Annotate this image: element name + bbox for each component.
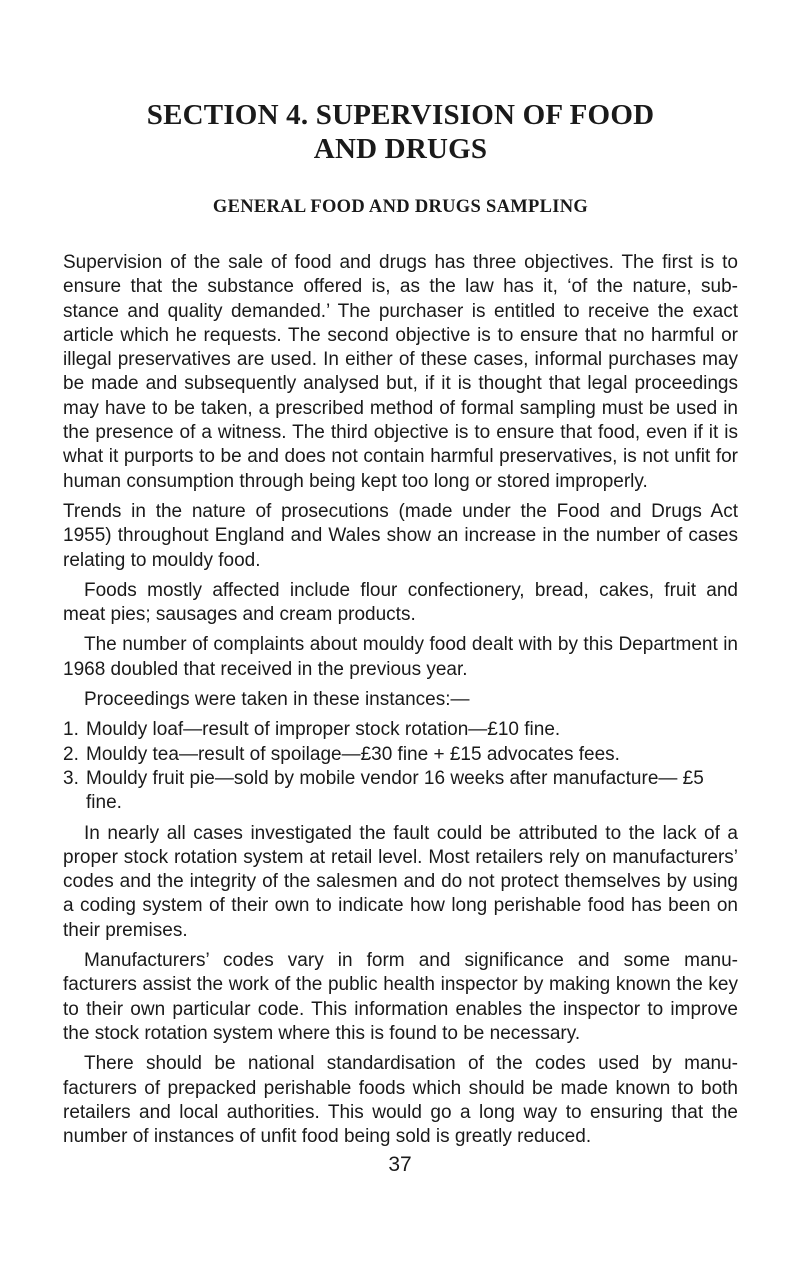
list-item-number: 1. <box>63 719 79 741</box>
subheading: GENERAL FOOD AND DRUGS SAMPLING <box>212 197 589 217</box>
section-title-line-1: SECTION 4. SUPERVISION OF FOOD <box>146 99 655 131</box>
list-item-text: Mouldy tea—result of spoilage—£30 fine + £15 advocates fees. <box>86 743 620 765</box>
paragraph-fault-attribution: In nearly all cases investigated the fault could be attributed to the lack of a proper stock rotation system at retail level. Most retailers rely on manufacturers’ codes and the integrity of the salesmen and do not protect themselves by using a coding system of their own to indicate how long perishable food has been on their premises. <box>63 822 738 941</box>
list-item <box>63 718 738 742</box>
paragraph-complaints: The number of complaints about mouldy food dealt with by this Department in 1968 doubled that received in the previous year. <box>63 634 738 680</box>
paragraph-foods-affected: Foods mostly affected include flour confectionery, bread, cakes, fruit and meat pies; sausages and cream products. <box>63 579 738 626</box>
list-item-text: Mouldy fruit pie—sold by mobile vendor 16 weeks after manufacture— £5 fine. <box>86 767 704 814</box>
paragraph-manufacturer-codes: Manufacturers’ codes vary in form and significance and some manu- facturers assist the work of the public health inspector by making known the key to their own particular code. This information enables the inspector to improve the stock rotation system where this is found to be necessary. <box>63 950 738 1044</box>
paragraph-standardisation: There should be national standardisation of the codes used by manu- facturers of prepacked perishable foods which should be made known to both retailers and local authorities. This would go a long way to ensuring that the number of instances of unfit food being sold is greatly reduced. <box>63 1053 738 1148</box>
list-item-number: 3. <box>63 767 79 789</box>
list-item-number: 2. <box>63 743 79 765</box>
list-item-text: Mouldy loaf—result of improper stock rotation—£10 fine. <box>86 719 561 741</box>
paragraph-proceedings-intro: Proceedings were taken in these instances:— <box>84 689 470 711</box>
list-item <box>63 743 738 767</box>
page-number: 37 <box>388 1153 412 1176</box>
paragraph-prosecution-trends: Trends in the nature of prosecutions (made under the Food and Drugs Act 1955) throughout England and Wales show an increase in the number of cases relating to mouldy food. <box>63 500 738 571</box>
section-title-line-2: AND DRUGS <box>313 133 488 165</box>
list-item <box>63 767 738 816</box>
body-text <box>63 251 738 1149</box>
instances-list <box>63 718 738 815</box>
paragraph-objectives: Supervision of the sale of food and drugs has three objectives. The first is to ensure that the substance offered is, as the law has it, ‘of the nature, sub- stance and quality demanded.’ The purchaser is entitled to receive the exact article which he requests. The second objective is to ensure that no harmful or illegal preservatives are used. In either of these cases, informal purchases may be made and subsequently analysed but, if it is thought that legal proceedings may have to be taken, a prescribed method of formal sampling must be used in the presence of a witness. The third objective is to ensure that food, even if it is what it purports to be and does not contain harmful preservatives, is not unfit for human consumption through being kept too long or stored improperly. <box>63 252 738 492</box>
